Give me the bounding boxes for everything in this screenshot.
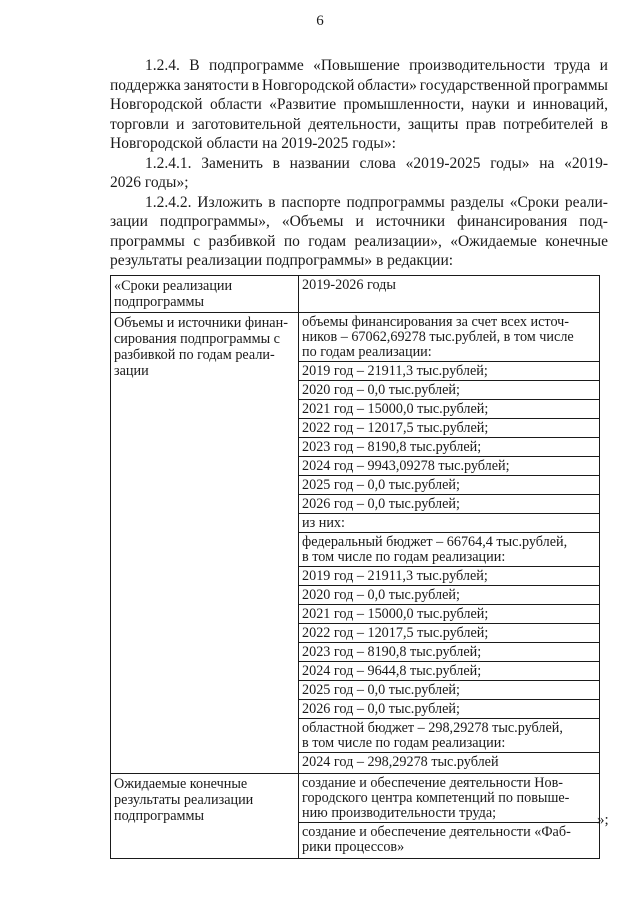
- value-line: в том числе по годам реализации:: [302, 549, 506, 565]
- text-line: Новгородской области на 2019-2025 годы»:: [110, 135, 396, 152]
- value-item: [299, 315, 599, 361]
- value-item: [299, 623, 599, 642]
- value-item: [299, 278, 599, 294]
- value-line: 2022 год – 12017,5 тыс.рублей;: [302, 625, 489, 641]
- row-label-line: Ожидаемые конечные: [114, 776, 248, 792]
- text-line: результаты реализации подпрограммы» в редакции:: [110, 252, 454, 269]
- row-value-cell: [299, 276, 600, 313]
- text-line: 2026 годы»;: [110, 174, 189, 191]
- value-line: из них:: [302, 515, 345, 531]
- value-item: [299, 532, 599, 566]
- value-line: федеральный бюджет – 66764,4 тыс.рублей,: [302, 534, 568, 550]
- paragraph: [110, 56, 608, 154]
- value-line: 2024 год – 298,29278 тыс.рублей: [302, 754, 499, 770]
- value-line: 2026 год – 0,0 тыс.рублей;: [302, 496, 460, 512]
- value-line: ников – 67062,69278 тыс.рублей, в том числе: [302, 329, 574, 345]
- row-label-cell: [111, 313, 299, 774]
- row-label-line: «Сроки реализации: [114, 278, 233, 294]
- row-label-cell: [111, 774, 299, 859]
- value-item: [299, 680, 599, 699]
- value-line: областной бюджет – 298,29278 тыс.рублей,: [302, 720, 563, 736]
- value-line: 2019 год – 21911,3 тыс.рублей;: [302, 363, 488, 379]
- value-line: 2020 год – 0,0 тыс.рублей;: [302, 587, 460, 603]
- value-line: 2023 год – 8190,8 тыс.рублей;: [302, 439, 482, 455]
- value-line: объемы финансирования за счет всех источ-: [302, 314, 570, 330]
- value-item: [299, 604, 599, 623]
- value-line: 2023 год – 8190,8 тыс.рублей;: [302, 644, 482, 660]
- value-line: 2021 год – 15000,0 тыс.рублей;: [302, 401, 489, 417]
- text-line: зации подпрограммы», «Объемы и источники финансирования под-: [110, 213, 608, 230]
- row-label-line: зации: [114, 363, 149, 379]
- row-value-cell: [299, 313, 600, 774]
- value-line: 2020 год – 0,0 тыс.рублей;: [302, 382, 460, 398]
- text-line: Новгородской области «Развитие промышленности, науки и инноваций,: [110, 96, 608, 113]
- row-label-cell: [111, 276, 299, 313]
- value-item: [299, 437, 599, 456]
- value-item: [299, 776, 599, 822]
- row-value-cell: [299, 774, 600, 859]
- value-line: 2022 год – 12017,5 тыс.рублей;: [302, 420, 489, 436]
- value-item: [299, 661, 599, 680]
- value-line: городского центра компетенций по повыше-: [302, 790, 570, 806]
- value-item: [299, 399, 599, 418]
- text-line: 1.2.4.1. Заменить в названии слова «2019-2025 годы» на «2019-: [145, 154, 608, 172]
- value-item: [299, 822, 599, 856]
- value-item: [299, 752, 599, 771]
- value-line: 2025 год – 0,0 тыс.рублей;: [302, 682, 460, 698]
- row-label-line: подпрограммы: [114, 808, 204, 824]
- table-row: [111, 774, 600, 859]
- value-line: создание и обеспечение деятельности Нов-: [302, 775, 564, 791]
- paragraph: [110, 154, 608, 193]
- value-line: по годам реализации:: [302, 344, 432, 360]
- value-item: [299, 642, 599, 661]
- text-line: 1.2.4. В подпрограмме «Повышение производительности труда и: [145, 57, 608, 74]
- value-item: [299, 456, 599, 475]
- row-label-line: сирования подпрограммы с: [114, 331, 280, 347]
- value-line: 2024 год – 9644,8 тыс.рублей;: [302, 663, 482, 679]
- value-item: [299, 418, 599, 437]
- text-line: торговли и заготовительной деятельности, защиты прав потребителей в: [110, 115, 608, 133]
- value-item: [299, 475, 599, 494]
- value-item: [299, 585, 599, 604]
- text-line: поддержка занятости в Новгородской области» государственной программы: [110, 76, 608, 94]
- value-line: нию производительности труда;: [302, 805, 497, 821]
- value-item: [299, 494, 599, 513]
- value-item: [299, 718, 599, 752]
- value-item: [299, 513, 599, 532]
- value-line: 2019 год – 21911,3 тыс.рублей;: [302, 568, 488, 584]
- value-line: 2021 год – 15000,0 тыс.рублей;: [302, 606, 489, 622]
- subprogram-passport-table: [110, 275, 600, 859]
- value-item: [299, 380, 599, 399]
- value-item: [299, 699, 599, 718]
- value-line: создание и обеспечение деятельности «Фаб-: [302, 824, 571, 840]
- table-row: [111, 276, 600, 313]
- text-line: 1.2.4.2. Изложить в паспорте подпрограммы разделы «Сроки реали-: [145, 193, 608, 211]
- row-label-line: разбивкой по годам реали-: [114, 347, 275, 363]
- row-label-line: Объемы и источники финан-: [114, 315, 288, 331]
- value-item: [299, 361, 599, 380]
- row-label-line: подпрограммы: [114, 294, 204, 310]
- text-line: программы с разбивкой по годам реализации», «Ожидаемые конечные: [110, 232, 608, 250]
- value-line: в том числе по годам реализации:: [302, 735, 506, 751]
- value-line: 2019-2026 годы: [302, 277, 396, 293]
- closing-quote-mark: »;: [597, 812, 609, 828]
- table-row: [111, 313, 600, 774]
- value-line: рики процессов»: [302, 839, 405, 855]
- row-label-line: результаты реализации: [114, 792, 254, 808]
- value-line: 2025 год – 0,0 тыс.рублей;: [302, 477, 460, 493]
- paragraph: [110, 193, 608, 271]
- page-number: 6: [316, 13, 324, 29]
- value-line: 2026 год – 0,0 тыс.рублей;: [302, 701, 460, 717]
- value-line: 2024 год – 9943,09278 тыс.рублей;: [302, 458, 510, 474]
- document-body: [110, 56, 608, 271]
- value-item: [299, 566, 599, 585]
